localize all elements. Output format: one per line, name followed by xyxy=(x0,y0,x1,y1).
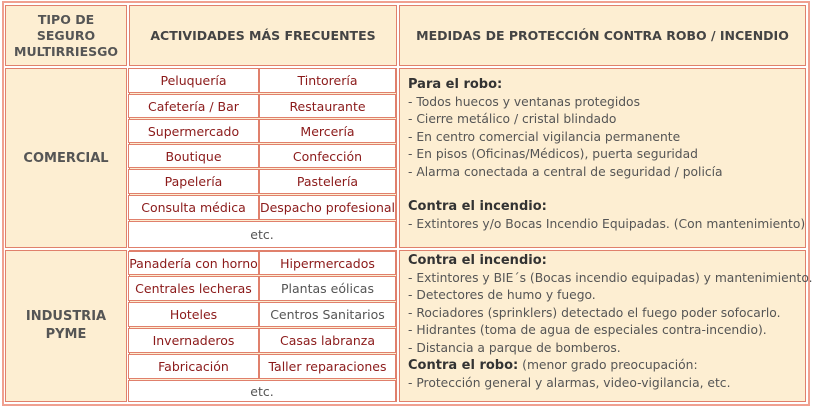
activity-etc-industria: etc. xyxy=(128,380,396,402)
activity-peluqueria: Peluquería xyxy=(128,68,259,93)
activity-consulta-medica: Consulta médica xyxy=(128,195,259,220)
activity-etc-comercial: etc. xyxy=(128,221,396,248)
activity-confeccion: Confección xyxy=(259,144,396,168)
activity-hipermercados: Hipermercados xyxy=(259,251,396,275)
industria-robo-title: Contra el robo: xyxy=(408,358,519,373)
activity-supermercado: Supermercado xyxy=(128,119,259,143)
industria-incendio-item: - Extintores y BIE´s (Bocas incendio equipadas) y mantenimiento. xyxy=(408,270,813,285)
industria-incendio-item: - Rociadores (sprinklers) detectado el fuego poder sofocarlo. xyxy=(408,305,781,320)
header-tipo-line2: SEGURO xyxy=(36,27,96,43)
activity-fabricacion: Fabricación xyxy=(128,354,259,379)
activity-casas-labranza: Casas labranza xyxy=(259,328,396,353)
industria-label-line2: PYME xyxy=(45,327,87,342)
header-actividades-text: ACTIVIDADES MÁS FRECUENTES xyxy=(150,28,376,43)
comercial-robo-item: - Alarma conectada a central de seguridad / policía xyxy=(408,164,723,179)
activity-taller-reparaciones: Taller reparaciones xyxy=(259,354,396,379)
comercial-incendio-item: - Extintores y/o Bocas Incendio Equipadas. (Con mantenimiento) xyxy=(408,216,806,231)
activity-papeleria: Papelería xyxy=(128,169,259,194)
activity-merceria: Mercería xyxy=(259,119,396,143)
row-label-comercial xyxy=(5,68,127,248)
row-label-industria xyxy=(5,250,127,402)
header-actividades xyxy=(129,5,397,66)
activity-centros-sanitarios: Centros Sanitarios xyxy=(259,302,396,327)
comercial-robo-item: - Todos huecos y ventanas protegidos xyxy=(408,94,640,109)
activity-cafeteria: Cafetería / Bar xyxy=(128,94,259,118)
comercial-robo-title: Para el robo: xyxy=(408,77,503,92)
activity-despacho-profesional: Despacho profesional xyxy=(259,195,396,220)
activity-tintoreria: Tintorería xyxy=(259,68,396,93)
activity-restaurante: Restaurante xyxy=(259,94,396,118)
comercial-robo-item: - Cierre metálico / cristal blindado xyxy=(408,112,617,126)
header-tipo-line3: MULTIRRIESGO xyxy=(14,43,118,59)
header-medidas xyxy=(399,5,806,66)
industria-robo-note: (menor grado preocupación: xyxy=(518,358,698,372)
activity-panaderia: Panadería con horno xyxy=(128,251,259,275)
header-tipo xyxy=(5,5,127,66)
activity-hoteles: Hoteles xyxy=(128,302,259,327)
comercial-label: COMERCIAL xyxy=(23,150,109,166)
activity-plantas-eolicas: Plantas eólicas xyxy=(259,276,396,301)
comercial-robo-item: - En centro comercial vigilancia permanente xyxy=(408,129,681,144)
industria-incendio-item: - Hidrantes (toma de agua de especiales contra-incendio). xyxy=(408,323,767,337)
industria-incendio-title: Contra el incendio: xyxy=(408,253,547,268)
activity-invernaderos: Invernaderos xyxy=(128,328,259,353)
comercial-incendio-title: Contra el incendio: xyxy=(408,199,547,214)
industria-label-line1: INDUSTRIA xyxy=(25,309,107,324)
industria-robo-item: - Protección general y alarmas, video-vigilancia, etc. xyxy=(408,375,731,390)
header-medidas-text: MEDIDAS DE PROTECCIÓN CONTRA ROBO / INCENDIO xyxy=(416,28,789,43)
activity-pasteleria: Pastelería xyxy=(259,169,396,194)
industria-incendio-item: - Distancia a parque de bomberos. xyxy=(408,340,621,355)
header-tipo-line1: TIPO DE xyxy=(37,11,95,27)
comercial-robo-item: - En pisos (Oficinas/Médicos), puerta seguridad xyxy=(408,147,698,161)
industria-measures xyxy=(399,250,813,402)
comercial-measures xyxy=(399,68,806,248)
activity-centrales-lecheras: Centrales lecheras xyxy=(128,276,259,301)
industria-incendio-item: - Detectores de humo y fuego. xyxy=(408,288,596,302)
activity-boutique: Boutique xyxy=(128,144,259,168)
